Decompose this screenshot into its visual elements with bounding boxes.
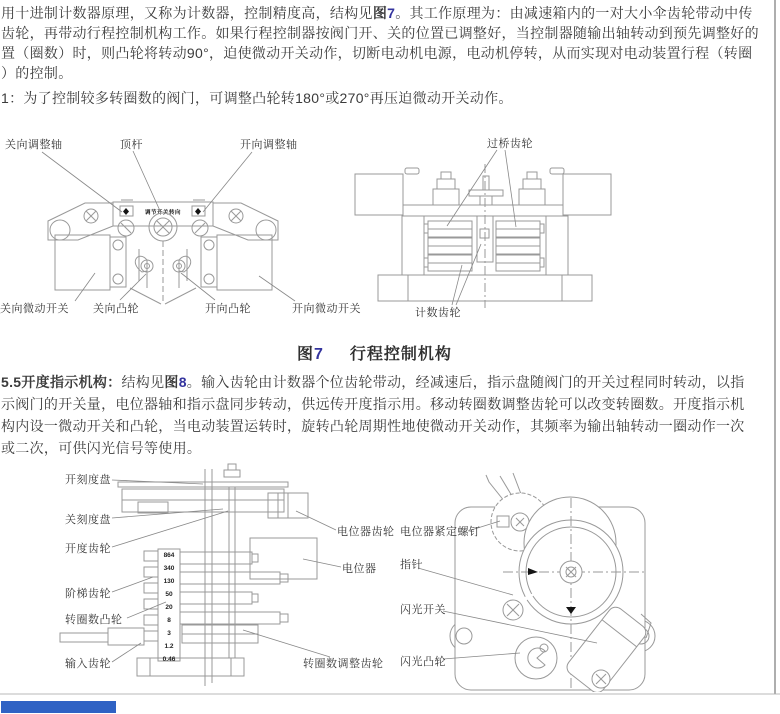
fig8-right-drawing: [450, 473, 655, 692]
text-segment: 图: [372, 5, 388, 21]
label-open-scale-dial: 开刻度盘: [65, 474, 111, 486]
text-segment: 置（圈数）时，则凸轮将转动90°，迫使微动开关动作，切断电动机电源，电动机停转，从而实现对电动装置行程（转圈: [1, 45, 753, 61]
label-adjust-switch-direction: 调节开关转向: [144, 210, 182, 216]
label-flash-cam: 闪光凸轮: [400, 656, 446, 668]
label-push-rod: 顶杆: [120, 139, 143, 151]
text-segment: 构内设一微动开关和凸轮，当电动装置运转时，旋转凸轮周期性地使微动开关动作，其频率为输出轴转动一圈动作一次: [1, 418, 745, 434]
gear-ratio-value: 20: [165, 604, 173, 611]
text-segment: 示阀门的开关量，电位器轴和指示盘同步转动，供远传开度指示用。移动转圈数调整齿轮可以改变转圈数。开度指示机: [1, 396, 745, 412]
figure7-caption-title: 行程控制机构: [349, 346, 452, 363]
figure8-opening-indicator-diagram: [0, 462, 780, 692]
note-1: [1, 88, 513, 108]
text-line: [1, 393, 745, 415]
text-line: [1, 23, 759, 43]
page-right-border: [774, 0, 776, 694]
label-close-adjust-shaft: 关向调整轴: [5, 139, 63, 151]
gear-ratio-value: 130: [163, 578, 175, 585]
label-step-gear: 阶梯齿轮: [65, 588, 111, 600]
fig7-right-drawing: [355, 164, 611, 308]
text-line: [1, 43, 759, 63]
label-close-scale-dial: 关刻度盘: [65, 514, 111, 526]
slider-arrow-left: [123, 208, 129, 215]
text-segment: 。其工作原理为：由减速箱内的一对大小伞齿轮带动中传: [395, 5, 753, 21]
slider-arrow-right: [195, 208, 201, 215]
label-potentiometer: 电位器: [342, 563, 377, 575]
paragraph-opening-indicator: [1, 371, 745, 459]
gear-ratio-value: 0.46: [162, 656, 176, 663]
label-close-cam: 关向凸轮: [93, 303, 139, 315]
figure-ref[interactable]: 7: [387, 5, 396, 21]
label-flash-switch: 闪光开关: [400, 604, 446, 616]
fig7-left-drawing: [48, 200, 278, 304]
label-bridge-gear: 过桥齿轮: [487, 138, 533, 150]
label-potentiometer-gear: 电位器齿轮: [337, 526, 395, 538]
figure7-caption-fig: 图: [297, 346, 315, 363]
label-open-micro-switch: 开向微动开关: [292, 303, 361, 315]
gear-ratio-value: 864: [163, 552, 175, 559]
figure-ref[interactable]: 8: [178, 374, 187, 390]
label-input-gear: 输入齿轮: [65, 658, 111, 670]
text-segment: 或二次，可供闪光信号等使用。: [1, 440, 202, 456]
fig8-left-drawing: [60, 464, 317, 686]
text-line: [1, 415, 745, 437]
label-opening-gear: 开度齿轮: [65, 543, 111, 555]
figure7-caption-num: 7: [314, 346, 324, 363]
text-segment: 1：为了控制较多转圈数的阀门，可调整凸轮转180°或270°再压迫微动开关动作。: [1, 90, 513, 106]
label-count-gear: 计数齿轮: [415, 307, 461, 319]
gear-ratio-value: 340: [163, 565, 175, 572]
figure7-caption: [297, 341, 452, 364]
label-pointer: 指针: [400, 559, 423, 571]
text-segment: 开度指示机构：: [21, 374, 122, 390]
text-segment: ）的控制。: [1, 65, 73, 81]
figure7-travel-control-diagram: [0, 128, 780, 342]
text-segment: 图: [164, 374, 179, 390]
text-segment: 用十进制计数器原理，又称为计数器，控制精度高，结构见: [1, 5, 373, 21]
text-line: [1, 437, 745, 459]
text-segment: 。输入齿轮由计数器个位齿轮带动，经减速后，指示盘随阀门的开关过程同时转动，以指: [186, 374, 745, 390]
label-open-adjust-shaft: 开向调整轴: [240, 139, 298, 151]
text-line: [1, 88, 513, 108]
horizontal-divider: [0, 693, 780, 695]
label-open-cam: 开向凸轮: [205, 303, 251, 315]
gear-ratio-value: 8: [167, 617, 171, 624]
text-segment: 5.5: [1, 374, 22, 390]
text-line: [1, 371, 745, 393]
text-line: [1, 63, 759, 83]
text-segment: 齿轮，再带动行程控制机构工作。如果行程控制器按阀门开、关的位置已调整好，当控制器随输出轴转动到预先调整好的: [1, 25, 759, 41]
bottom-bar: [1, 701, 116, 713]
label-turns-cam: 转圈数凸轮: [65, 614, 123, 626]
text-line: [1, 3, 759, 23]
gear-ratio-value: 1.2: [164, 643, 174, 650]
paragraph-working-principle: [1, 3, 759, 83]
label-pot-set-screw: 电位器紧定螺钉: [400, 526, 481, 538]
label-turns-adjust-gear: 转圈数调整齿轮: [303, 658, 384, 670]
gear-ratio-value: 50: [165, 591, 173, 598]
text-segment: 结构见: [121, 374, 165, 390]
label-close-micro-switch: 关向微动开关: [0, 303, 69, 315]
gear-ratio-value: 3: [167, 630, 171, 637]
